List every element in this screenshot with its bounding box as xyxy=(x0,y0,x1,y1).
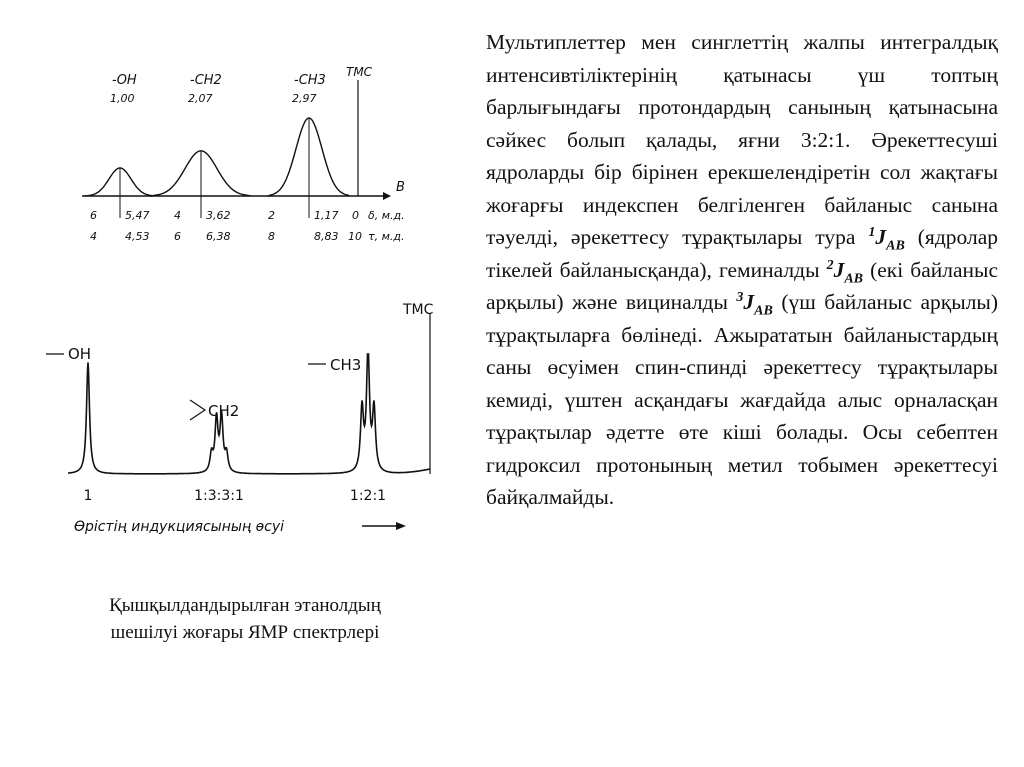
peak-integral-3: 2,97 xyxy=(292,92,317,105)
j2-superscript: 2 xyxy=(826,257,834,273)
paragraph-part-4: (үш байланыс арқылы) тұрақтыларға бөлінеді. Ажырататын байланыстардың саны өсуімен спин-спинді әрекеттесу тұрақтылары кемиді, үштен асқандағы жағдайда алыс орналасқан тұрақтылар әдетте өте кіші болады. Осы себептен гидроксил протонының метил тобымен әрекеттесуі байқалмайды. xyxy=(486,290,999,509)
peak-group-label-2: -CH2 xyxy=(190,73,222,88)
spectrum-trace xyxy=(68,354,430,474)
low-resolution-spectrum-plot xyxy=(78,58,423,258)
j2-letter: J xyxy=(833,257,845,282)
paragraph-part-2: (ядролар тікелей байланысқанда), геминалды xyxy=(486,225,998,282)
j3-subscript: AB xyxy=(754,303,773,319)
j3-superscript: 3 xyxy=(736,289,744,305)
peak-curve-3 xyxy=(267,118,349,196)
high-resolution-nmr-spectrum xyxy=(38,300,458,550)
tau-scale-tick-4: 10 xyxy=(348,230,362,243)
coupling-constant-1jab xyxy=(868,224,905,254)
caption-line-1: Қышқылдандырылған этанолдың xyxy=(109,595,381,616)
tau-unit-label: τ, м.д. xyxy=(368,230,405,243)
field-induction-caption: Өрістің индукциясының өсуі xyxy=(74,519,285,535)
ch3-group-label: CH3 xyxy=(330,356,362,374)
delta-unit-label: δ, м.д. xyxy=(368,209,405,222)
peak-curve-1 xyxy=(85,168,154,196)
high-resolution-spectrum-plot xyxy=(38,300,458,550)
peak-integral-2: 2,07 xyxy=(188,92,213,105)
j3-letter: J xyxy=(743,290,755,314)
field-axis-label: B xyxy=(396,180,405,195)
peak-curve-2 xyxy=(150,151,251,196)
peak-group-label-3: -CH3 xyxy=(294,73,326,88)
delta-scale-tick-2: 4 xyxy=(174,209,181,222)
ch2-label-bond xyxy=(190,400,205,420)
caption-line-2: шешілуі жоғары ЯМР спектрлері xyxy=(110,622,380,643)
peak-tau-2: 6,38 xyxy=(206,230,231,243)
tms-label-bottom: ТМС xyxy=(403,302,434,318)
peak-tau-3: 8,83 xyxy=(314,230,339,243)
peak-delta-1: 5,47 xyxy=(125,209,150,222)
tau-scale-tick-2: 6 xyxy=(174,230,181,243)
peak-tau-1: 4,53 xyxy=(125,230,150,243)
figure-caption xyxy=(60,592,430,646)
coupling-constant-2jab xyxy=(826,257,864,286)
peak-delta-2: 3,62 xyxy=(206,209,231,222)
tms-label: ТМС xyxy=(346,65,373,79)
coupling-constant-3jab xyxy=(736,289,773,319)
field-increase-arrowhead xyxy=(396,522,406,530)
multiplicity-label-2: 1:3:3:1 xyxy=(194,488,244,504)
field-axis-arrow xyxy=(383,192,391,200)
j2-subscript: AB xyxy=(844,270,864,286)
delta-scale-tick-3: 2 xyxy=(268,209,275,222)
peak-integral-1: 1,00 xyxy=(110,92,135,105)
peak-group-label-1: -OH xyxy=(112,73,137,88)
delta-scale-tick-1: 6 xyxy=(90,209,97,222)
oh-group-label: OH xyxy=(68,345,92,363)
low-resolution-nmr-spectrum xyxy=(78,58,423,258)
peak-delta-3: 1,17 xyxy=(314,209,339,222)
ch2-group-label: CH2 xyxy=(208,402,240,420)
explanation-paragraph xyxy=(486,26,998,514)
tau-scale-tick-1: 4 xyxy=(90,230,97,243)
paragraph-part-3: (екі байланыс арқылы) және вициналды xyxy=(486,257,999,314)
multiplicity-label-1: 1 xyxy=(83,488,93,504)
delta-scale-tick-4: 0 xyxy=(352,209,359,222)
j1-subscript: AB xyxy=(886,238,905,254)
j1-letter: J xyxy=(875,225,887,249)
j1-superscript: 1 xyxy=(868,224,876,240)
paragraph-part-1: Мультиплеттер мен синглеттің жалпы интегралдық интенсивтіліктерінің қатынасы үш топтың барлығындағы протондардың санының қатынасына сәйкес болып қалады, яғни 3:2:1. Әрекеттесуші ядроларды бір бірінен ерекшелендіретін сол жақтағы жоғарғы индекспен белгіленген байланыс санына тәуелді, әрекеттесу тұрақтылары тура xyxy=(486,30,998,249)
multiplicity-label-3: 1:2:1 xyxy=(349,488,387,504)
tau-scale-tick-3: 8 xyxy=(268,230,275,243)
